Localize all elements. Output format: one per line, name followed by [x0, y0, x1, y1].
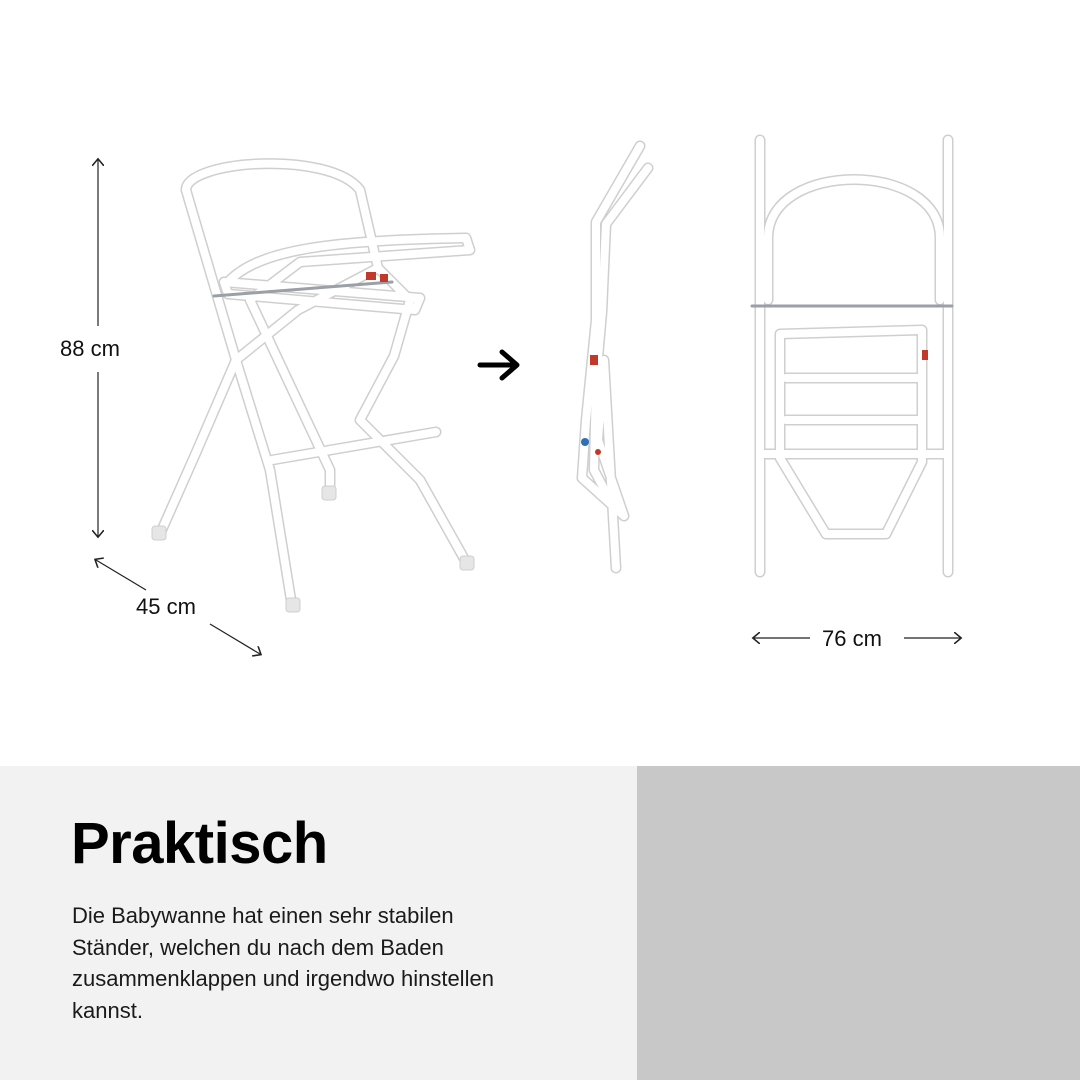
grey-side-panel — [637, 766, 1080, 1080]
open-stand-illustration — [152, 164, 474, 612]
depth-dimension-label: 45 cm — [136, 594, 196, 619]
width-dimension-label: 76 cm — [822, 626, 882, 651]
folded-stand-illustration — [581, 146, 648, 568]
folded-front-illustration — [752, 140, 952, 572]
feature-description: Die Babywanne hat einen sehr stabilen Ständer, welchen du nach dem Baden zusammenklappen und irgendwo hinstellen kannst. — [72, 903, 494, 1023]
arrow-right-icon — [480, 352, 517, 378]
feature-heading: Praktisch — [71, 811, 328, 876]
height-dimension-label: 88 cm — [60, 336, 120, 361]
feature-text-panel — [0, 766, 637, 1080]
